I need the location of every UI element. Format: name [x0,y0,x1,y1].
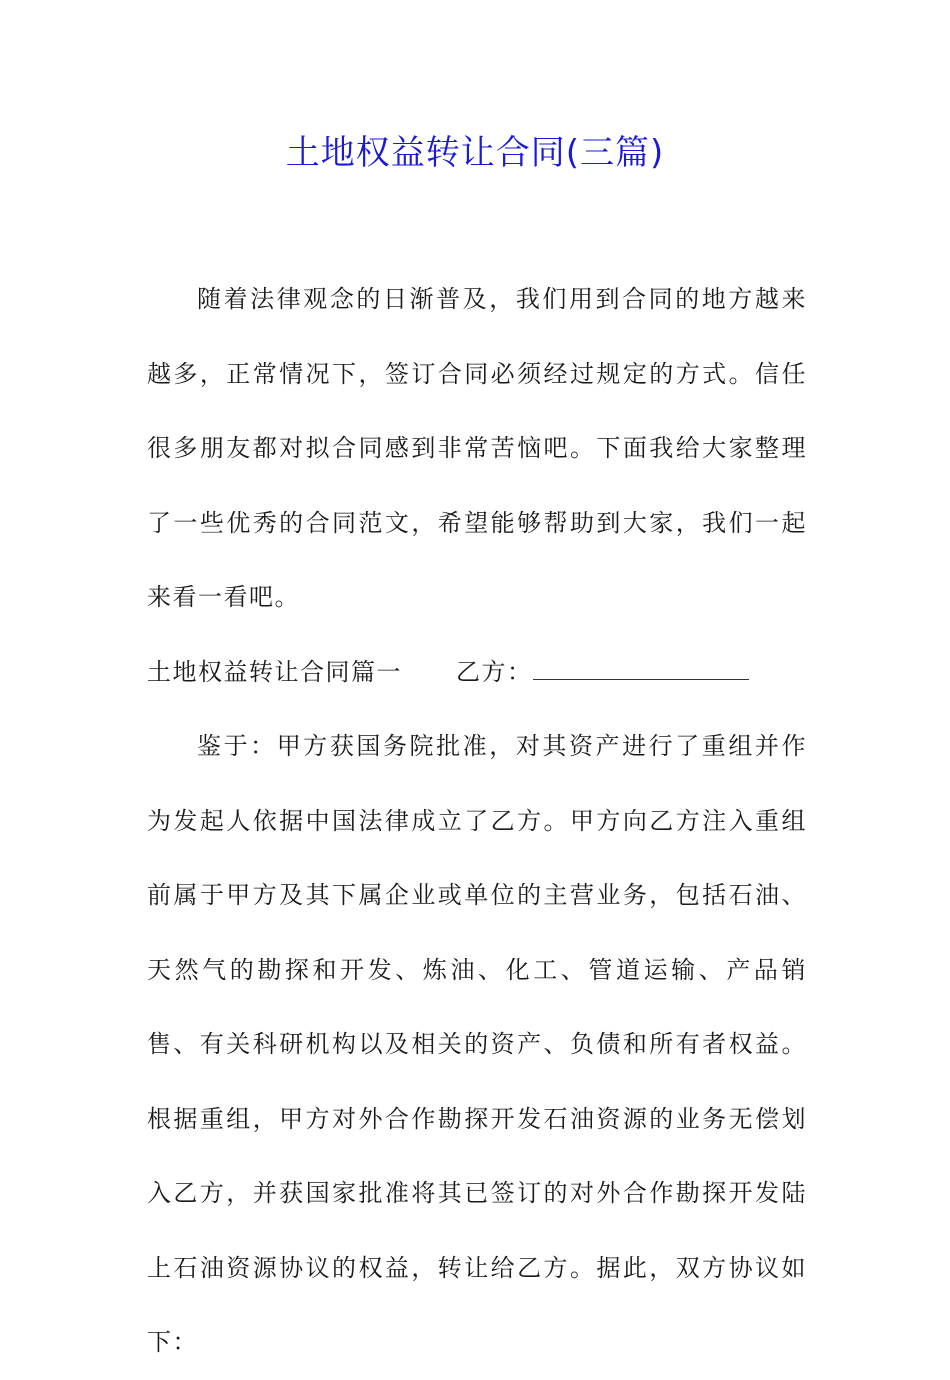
party-b-label: 乙方： [456,657,533,686]
section-heading: 土地权益转让合同篇一 [147,657,402,686]
document-body [147,262,807,1380]
party-b-blank-line [533,657,749,680]
document-title: 土地权益转让合同(三篇) [285,133,665,173]
recital-paragraph: 鉴于：甲方获国务院批准，对其资产进行了重组并作为发起人依据中国法律成立了乙方。甲方向乙方注入重组前属于甲方及其下属企业或单位的主营业务，包括石油、天然气的勘探和开发、炼油、化工、管道运输、产品销售、有关科研机构以及相关的资产、负债和所有者权益。根据重组，甲方对外合作勘探开发石油资源的业务无偿划入乙方，并获国家批准将其已签订的对外合作勘探开发陆上石油资源协议的权益，转让给乙方。据此，双方协议如下： [147,732,807,1356]
intro-paragraph: 随着法律观念的日渐普及，我们用到合同的地方越来越多，正常情况下，签订合同必须经过规定的方式。信任很多朋友都对拟合同感到非常苦恼吧。下面我给大家整理了一些优秀的合同范文，希望能够帮助到大家，我们一起来看一看吧。 [147,285,807,611]
section-heading-line [147,635,807,710]
